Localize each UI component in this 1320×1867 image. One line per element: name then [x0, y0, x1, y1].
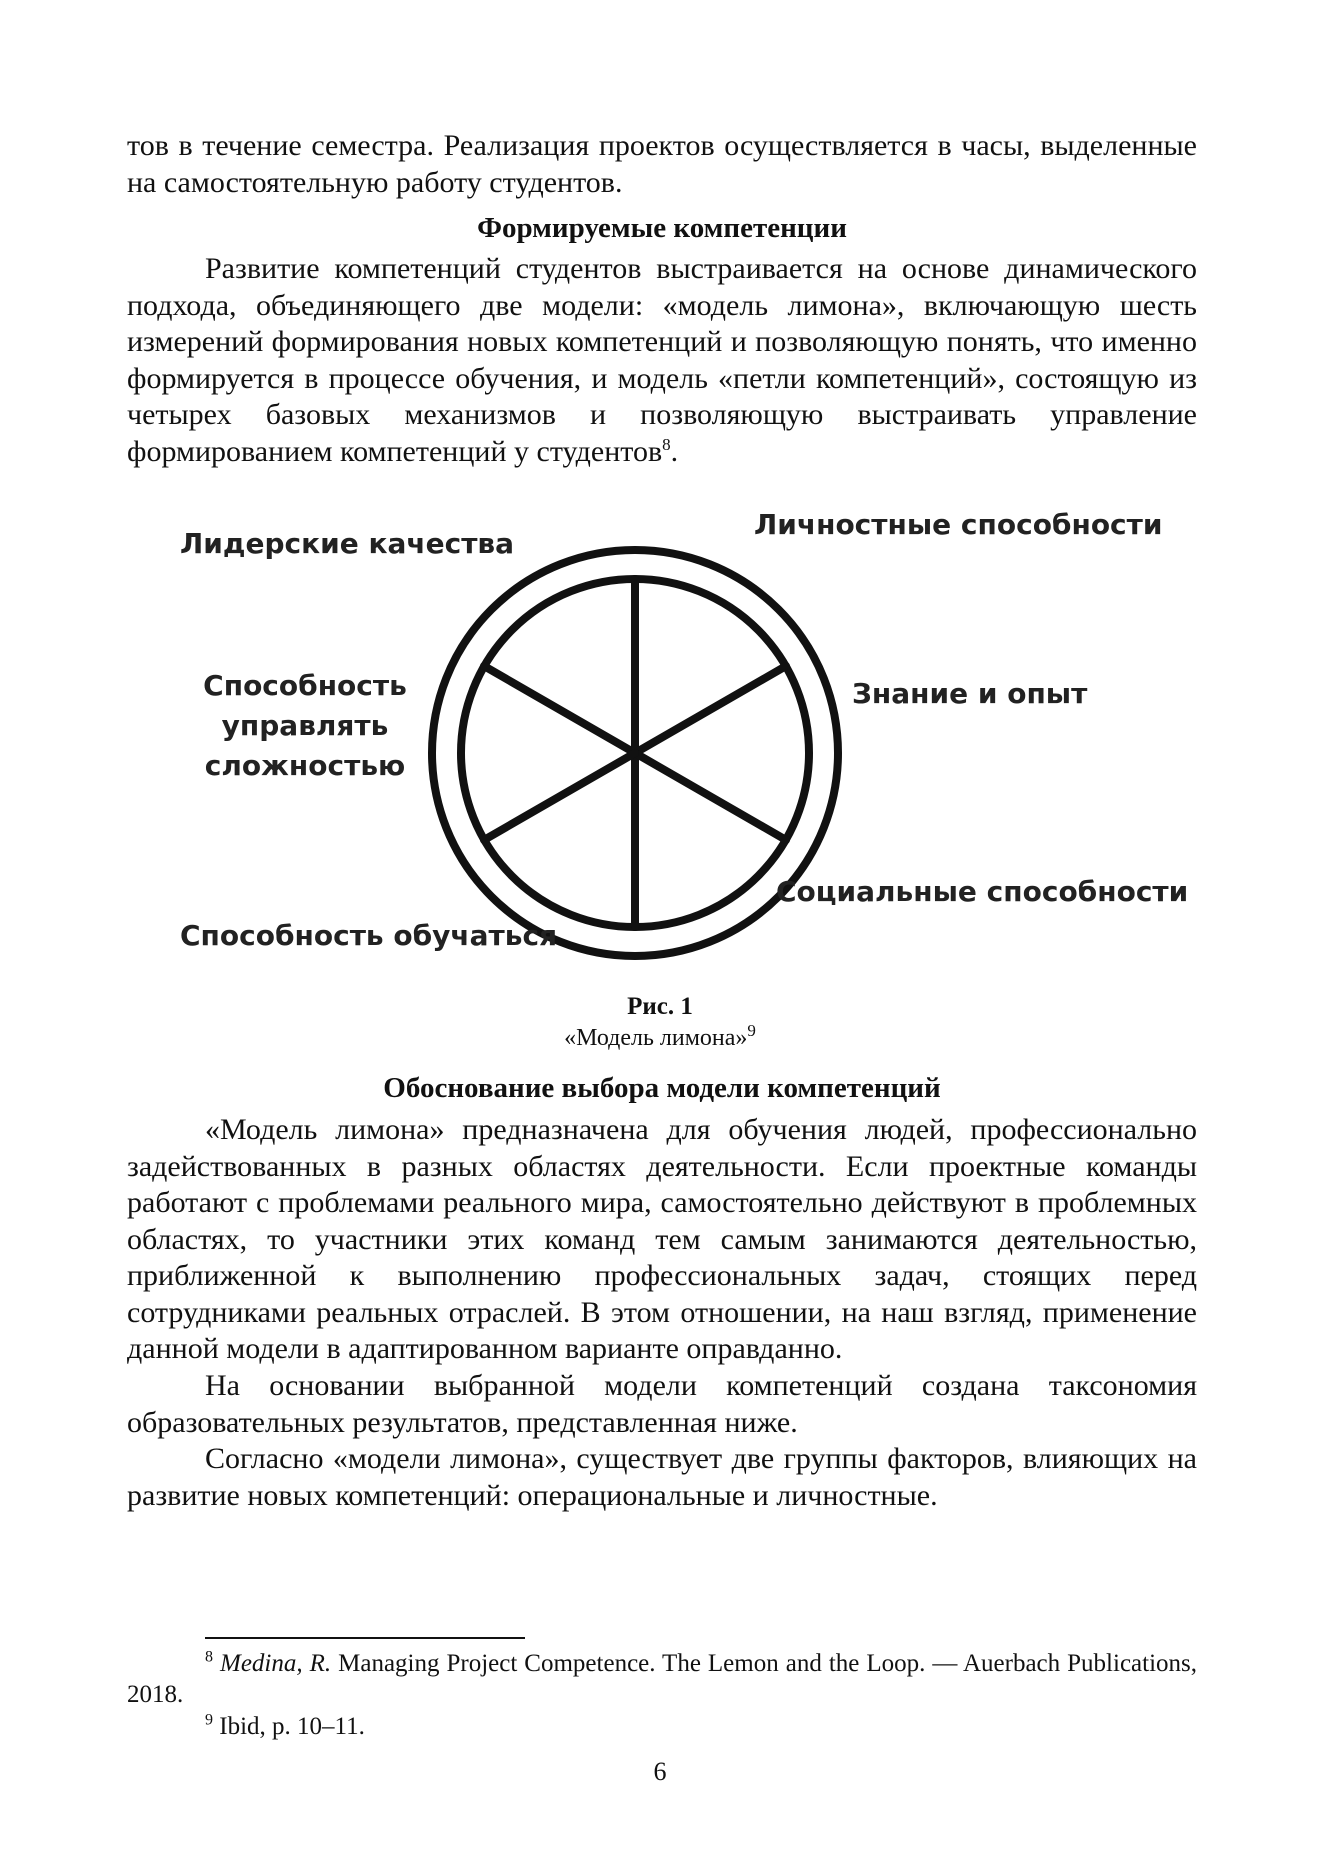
footnote-ref-9[interactable]: 9 — [747, 1021, 756, 1040]
label-complexity-management — [190, 666, 420, 786]
label-line: сложностью — [204, 749, 406, 782]
paragraph-end-mark: . — [670, 434, 679, 468]
label-social-abilities: Социальные способности — [776, 875, 1189, 908]
label-line: Способность — [203, 669, 407, 702]
lemon-model-figure — [0, 490, 1320, 980]
figure-caption — [0, 1021, 1320, 1052]
label-knowledge-experience: Знание и опыт — [852, 677, 1088, 710]
lemon-segment-divider — [635, 666, 786, 753]
lemon-segment-divider — [635, 753, 786, 840]
label-personal-abilities: Личностные способности — [754, 508, 1163, 541]
lemon-segment-divider — [484, 666, 635, 753]
figure-caption-text: «Модель лимона» — [564, 1025, 748, 1051]
paragraph-continuation: тов в течение семестра. Реализация проектов осуществляется в часы, выделенные на самостоятельную работу студентов. — [127, 129, 1197, 199]
footnote-text: Managing Project Competence. The Lemon and the Loop. — Auerbach Publications, 2018. — [127, 1650, 1198, 1708]
footnote-separator — [205, 1637, 525, 1639]
figure-caption-title: Рис. 1 — [627, 993, 693, 1020]
footnote-number: 9 — [205, 1711, 213, 1729]
paragraph-text: Развитие компетенций студентов выстраивается на основе динамического подхода, объединяющего две модели: «модель лимона», включающую шесть измерений формирования новых компетенций и позволяющую понять, что именно формируется в процессе обучения, и модель «петли компетенций», состоящую из четырех базовых механизмов и позволяющую выстраивать управление формированием компетенций у студентов — [127, 252, 1197, 468]
label-learning-ability: Способность обучаться — [180, 919, 558, 952]
paragraph-factor-groups: Согласно «модели лимона», существует две группы факторов, влияющих на развитие новых компетенций: операциональные и личностные. — [127, 1442, 1197, 1512]
footnote-text: Ibid, p. 10–11. — [213, 1713, 365, 1740]
label-line: управлять — [221, 709, 389, 742]
paragraph-lemon-model: «Модель лимона» предназначена для обучения людей, профессионально задействованных в разных областях деятельности. Если проектные команды работают с проблемами реального мира, самостоятельно действуют в проблемных областях, то участники этих команд тем самым занимаются деятельностью, приближенной к выполнению профессиональных задач, стоящих перед сотрудниками реальных отраслей. В этом отношении, на наш взгляд, применение данной модели в адаптированном варианте оправданно. — [127, 1113, 1197, 1365]
section-heading-model-choice: Обоснование выбора модели компетенций — [383, 1072, 941, 1104]
footnote-9 — [127, 1711, 1197, 1742]
footnote-number: 8 — [205, 1648, 213, 1666]
label-leadership: Лидерские качества — [180, 527, 515, 560]
paragraph-taxonomy: На основании выбранной модели компетенций создана таксономия образовательных результатов, представленная ниже. — [127, 1369, 1197, 1439]
paragraph-dynamic-approach — [127, 251, 1197, 470]
section-heading-competencies: Формируемые компетенции — [477, 212, 847, 244]
footnote-author: Medina, R. — [220, 1650, 332, 1677]
footnote-8 — [127, 1648, 1197, 1710]
page-number: 6 — [653, 1757, 667, 1786]
footnote-ref-8[interactable]: 8 — [662, 434, 671, 454]
lemon-segment-divider — [484, 753, 635, 840]
